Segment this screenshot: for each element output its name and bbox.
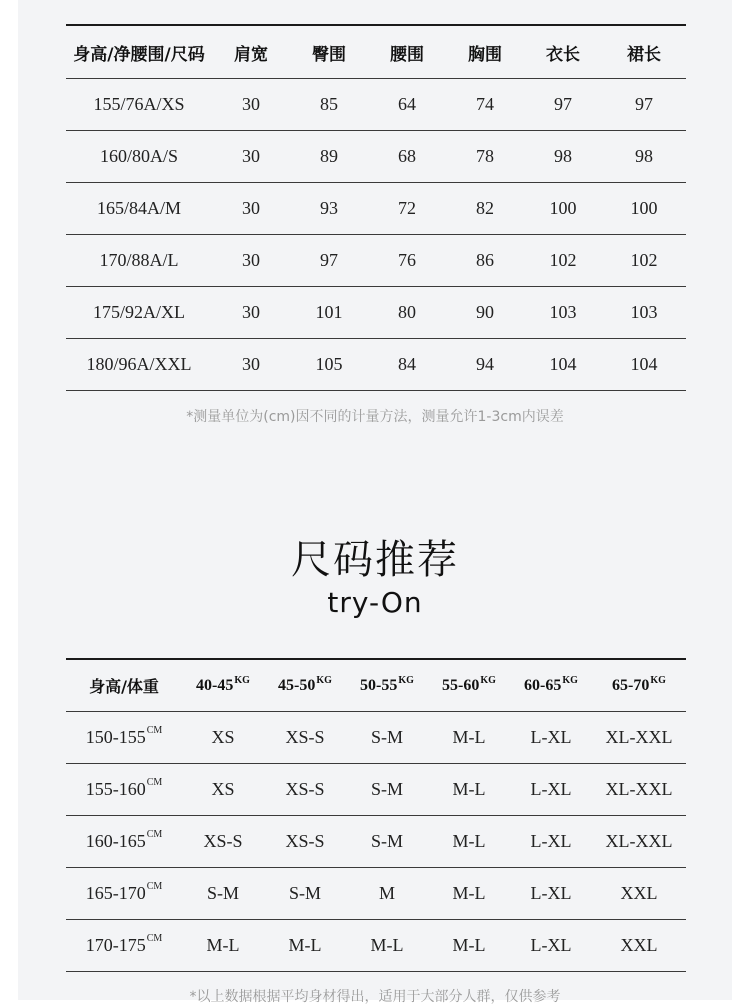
table-cell: 80 xyxy=(368,287,446,339)
table-cell: 84 xyxy=(368,339,446,391)
size-cell: S-M xyxy=(182,868,264,920)
table-cell: 30 xyxy=(212,131,290,183)
size-chart-header: 身高/净腰围/尺码 xyxy=(66,25,212,79)
height-cell xyxy=(66,712,182,764)
height-cell xyxy=(66,816,182,868)
size-chart-header: 肩宽 xyxy=(212,25,290,79)
height-range: 150-155 xyxy=(85,727,146,747)
size-cell: M-L xyxy=(428,868,510,920)
reference-note: *以上数据根据平均身材得出，适用于大部分人群，仅供参考 xyxy=(189,989,561,1005)
table-cell: 105 xyxy=(290,339,368,391)
table-cell: 97 xyxy=(602,79,686,131)
table-row xyxy=(66,339,686,391)
size-cell: XXL xyxy=(592,868,686,920)
size-cell: M xyxy=(346,868,428,920)
size-cell: XL-XXL xyxy=(592,764,686,816)
table-row xyxy=(66,131,686,183)
height-unit: CM xyxy=(146,777,163,788)
table-cell: 30 xyxy=(212,339,290,391)
table-cell: 102 xyxy=(602,235,686,287)
table-cell: 103 xyxy=(524,287,602,339)
weight-unit: KG xyxy=(650,674,666,686)
table-cell: 90 xyxy=(446,287,524,339)
table-cell: 180/96A/XXL xyxy=(66,339,212,391)
table-cell: 93 xyxy=(290,183,368,235)
height-cell xyxy=(66,764,182,816)
weight-unit: KG xyxy=(316,674,332,686)
table-cell: 89 xyxy=(290,131,368,183)
size-cell: L-XL xyxy=(510,920,592,972)
table-cell: 160/80A/S xyxy=(66,131,212,183)
weight-range: 55-60 xyxy=(442,676,480,694)
weight-unit: KG xyxy=(398,674,414,686)
table-cell: 74 xyxy=(446,79,524,131)
table-row xyxy=(66,235,686,287)
weight-header xyxy=(428,659,510,712)
size-chart-header: 衣长 xyxy=(524,25,602,79)
table-cell: 104 xyxy=(602,339,686,391)
table-cell: 64 xyxy=(368,79,446,131)
table-row xyxy=(66,287,686,339)
weight-unit: KG xyxy=(234,674,250,686)
weight-unit: KG xyxy=(562,674,578,686)
size-cell: XS xyxy=(182,712,264,764)
weight-header xyxy=(510,659,592,712)
size-cell: M-L xyxy=(428,920,510,972)
section-subtitle: try-On xyxy=(327,586,423,619)
height-unit: CM xyxy=(146,725,163,736)
table-cell: 94 xyxy=(446,339,524,391)
table-row xyxy=(66,79,686,131)
table-cell: 86 xyxy=(446,235,524,287)
weight-range: 40-45 xyxy=(196,676,234,694)
weight-range: 65-70 xyxy=(612,676,650,694)
size-cell: L-XL xyxy=(510,712,592,764)
weight-range: 60-65 xyxy=(524,676,562,694)
recommendation-header-row xyxy=(66,659,686,712)
table-cell: 155/76A/XS xyxy=(66,79,212,131)
table-row xyxy=(66,764,686,816)
table-cell: 98 xyxy=(602,131,686,183)
height-range: 170-175 xyxy=(85,935,146,955)
table-cell: 104 xyxy=(524,339,602,391)
size-cell: M-L xyxy=(428,816,510,868)
weight-header xyxy=(346,659,428,712)
table-cell: 30 xyxy=(212,183,290,235)
size-cell: XS-S xyxy=(264,764,346,816)
table-cell: 98 xyxy=(524,131,602,183)
size-cell: XS xyxy=(182,764,264,816)
size-cell: XL-XXL xyxy=(592,712,686,764)
table-cell: 170/88A/L xyxy=(66,235,212,287)
weight-header xyxy=(592,659,686,712)
size-cell: XL-XXL xyxy=(592,816,686,868)
weight-range: 50-55 xyxy=(360,676,398,694)
size-cell: L-XL xyxy=(510,764,592,816)
table-cell: 103 xyxy=(602,287,686,339)
size-cell: XS-S xyxy=(264,712,346,764)
table-cell: 101 xyxy=(290,287,368,339)
weight-header xyxy=(264,659,346,712)
height-range: 165-170 xyxy=(85,883,146,903)
size-cell: L-XL xyxy=(510,868,592,920)
weight-range: 45-50 xyxy=(278,676,316,694)
size-chart-header-row xyxy=(66,25,686,79)
table-cell: 97 xyxy=(524,79,602,131)
table-cell: 30 xyxy=(212,287,290,339)
table-row xyxy=(66,183,686,235)
table-row xyxy=(66,712,686,764)
table-cell: 97 xyxy=(290,235,368,287)
table-row xyxy=(66,868,686,920)
size-cell: L-XL xyxy=(510,816,592,868)
table-cell: 82 xyxy=(446,183,524,235)
table-cell: 102 xyxy=(524,235,602,287)
size-recommendation-table xyxy=(66,658,686,972)
table-cell: 30 xyxy=(212,235,290,287)
table-cell: 78 xyxy=(446,131,524,183)
size-cell: M-L xyxy=(428,712,510,764)
weight-header xyxy=(182,659,264,712)
size-chart-header: 腰围 xyxy=(368,25,446,79)
table-cell: 165/84A/M xyxy=(66,183,212,235)
size-chart-header: 臀围 xyxy=(290,25,368,79)
height-unit: CM xyxy=(146,933,163,944)
size-chart-table xyxy=(66,24,686,391)
height-cell xyxy=(66,868,182,920)
measurement-note: *测量单位为(cm)因不同的计量方法，测量允许1-3cm内误差 xyxy=(186,409,564,425)
height-range: 160-165 xyxy=(85,831,146,851)
table-cell: 72 xyxy=(368,183,446,235)
section-title: 尺码推荐 xyxy=(291,537,459,583)
weight-unit: KG xyxy=(480,674,496,686)
size-cell: S-M xyxy=(346,816,428,868)
size-cell: XS-S xyxy=(264,816,346,868)
size-cell: XS-S xyxy=(182,816,264,868)
size-cell: S-M xyxy=(346,712,428,764)
table-row xyxy=(66,816,686,868)
table-cell: 68 xyxy=(368,131,446,183)
size-cell: M-L xyxy=(346,920,428,972)
table-cell: 175/92A/XL xyxy=(66,287,212,339)
height-cell xyxy=(66,920,182,972)
size-cell: M-L xyxy=(182,920,264,972)
table-cell: 85 xyxy=(290,79,368,131)
table-row xyxy=(66,920,686,972)
height-unit: CM xyxy=(146,829,163,840)
size-chart-header: 裙长 xyxy=(602,25,686,79)
height-range: 155-160 xyxy=(85,779,146,799)
table-cell: 30 xyxy=(212,79,290,131)
table-cell: 76 xyxy=(368,235,446,287)
size-cell: S-M xyxy=(346,764,428,816)
height-unit: CM xyxy=(146,881,163,892)
table-cell: 100 xyxy=(602,183,686,235)
size-cell: XXL xyxy=(592,920,686,972)
size-cell: M-L xyxy=(264,920,346,972)
size-cell: M-L xyxy=(428,764,510,816)
size-cell: S-M xyxy=(264,868,346,920)
size-chart-header: 胸围 xyxy=(446,25,524,79)
table-cell: 100 xyxy=(524,183,602,235)
recommendation-corner-header: 身高/体重 xyxy=(66,659,182,712)
